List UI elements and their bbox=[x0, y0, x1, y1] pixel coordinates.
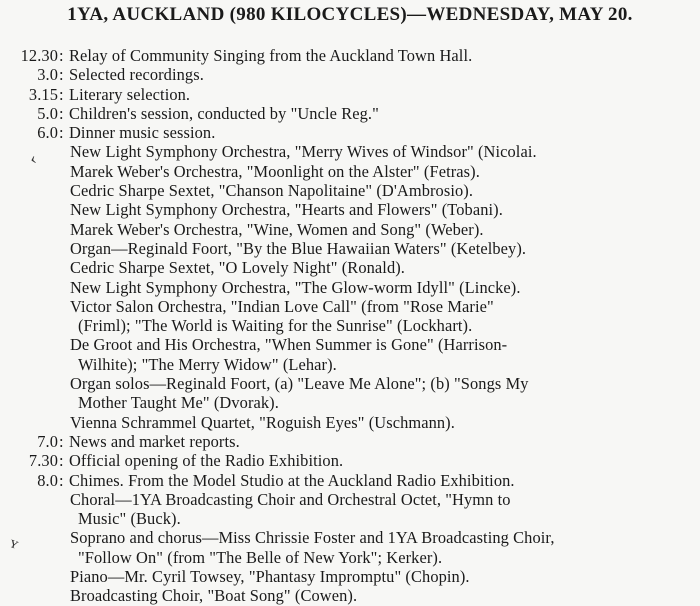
programme-entry bbox=[4, 123, 694, 142]
programme-entry-continuation bbox=[4, 335, 694, 354]
programme-entry bbox=[4, 85, 694, 104]
entry-text: Organ—Reginald Foort, "By the Blue Hawaiian Waters" (Ketelbey). bbox=[70, 238, 527, 258]
entry-text: Dinner music session. bbox=[69, 123, 216, 143]
entry-time: 12.30 bbox=[20, 46, 58, 65]
programme-entry-continuation bbox=[4, 278, 694, 297]
entry-text: Music" (Buck). bbox=[78, 509, 181, 529]
programme-entry-continuation bbox=[4, 258, 694, 277]
programme-entry-continuation bbox=[4, 586, 694, 605]
entry-text: Wilhite); "The Merry Widow" (Lehar). bbox=[78, 354, 337, 374]
programme-list bbox=[4, 46, 694, 606]
programme-entry-continuation bbox=[4, 316, 694, 335]
programme-entry-continuation bbox=[4, 142, 694, 161]
margin-pencil-mark: ʏ bbox=[7, 534, 21, 553]
entry-text: Cedric Sharpe Sextet, "O Lovely Night" (Ronald). bbox=[70, 258, 405, 278]
entry-text: New Light Symphony Orchestra, "The Glow-worm Idyll" (Lincke). bbox=[70, 277, 521, 297]
programme-entry-continuation bbox=[4, 181, 694, 200]
entry-text: "Follow On" (from "The Belle of New York"; Kerker). bbox=[78, 547, 443, 567]
programme-entry bbox=[4, 471, 694, 490]
time-separator: : bbox=[59, 65, 64, 85]
programme-entry-continuation bbox=[4, 220, 694, 239]
entry-text: Choral—1YA Broadcasting Choir and Orchestral Octet, "Hymn to bbox=[70, 489, 511, 509]
programme-entry bbox=[4, 432, 694, 451]
time-separator: : bbox=[59, 123, 64, 143]
time-separator: : bbox=[59, 451, 64, 471]
programme-entry-continuation bbox=[4, 162, 694, 181]
time-separator: : bbox=[59, 470, 64, 490]
entry-time: 6.0 bbox=[37, 123, 58, 143]
entry-time: 7.30 bbox=[28, 451, 58, 471]
programme-entry-continuation bbox=[4, 528, 694, 547]
entry-text: New Light Symphony Orchestra, "Hearts and Flowers" (Tobani). bbox=[70, 200, 503, 220]
entry-text: Selected recordings. bbox=[69, 65, 204, 85]
entry-text: Cedric Sharpe Sextet, "Chanson Napolitaine" (D'Ambrosio). bbox=[70, 181, 474, 201]
entry-text: De Groot and His Orchestra, "When Summer is Gone" (Harrison- bbox=[70, 335, 508, 355]
entry-text: (Friml); "The World is Waiting for the Sunrise" (Lockhart). bbox=[78, 316, 473, 336]
entry-time: 8.0 bbox=[37, 470, 58, 490]
programme-entry bbox=[4, 104, 694, 123]
programme-entry bbox=[4, 65, 694, 84]
entry-text: Chimes. From the Model Studio at the Auckland Radio Exhibition. bbox=[69, 470, 515, 490]
programme-entry-continuation bbox=[4, 548, 694, 567]
programme-entry-continuation bbox=[4, 509, 694, 528]
programme-entry-continuation bbox=[4, 200, 694, 219]
programme-entry bbox=[4, 46, 694, 65]
entry-text: New Light Symphony Orchestra, "Merry Wives of Windsor" (Nicolai. bbox=[70, 142, 537, 162]
margin-pencil-mark: ‹ bbox=[27, 147, 39, 169]
programme-entry-continuation bbox=[4, 567, 694, 586]
programme-entry-continuation bbox=[4, 374, 694, 393]
entry-text: Soprano and chorus—Miss Chrissie Foster and 1YA Broadcasting Choir, bbox=[70, 528, 555, 548]
programme-entry-continuation bbox=[4, 413, 694, 432]
programme-entry-continuation bbox=[4, 490, 694, 509]
entry-text: Mother Taught Me" (Dvorak). bbox=[78, 393, 279, 413]
entry-text: Broadcasting Choir, "Boat Song" (Cowen). bbox=[70, 586, 358, 606]
time-separator: : bbox=[59, 46, 64, 65]
entry-time: 3.0 bbox=[37, 65, 58, 85]
entry-time: 7.0 bbox=[37, 431, 58, 451]
entry-text: Marek Weber's Orchestra, "Moonlight on the Alster" (Fetras). bbox=[70, 161, 480, 181]
programme-entry-continuation bbox=[4, 355, 694, 374]
entry-time: 3.15 bbox=[28, 84, 58, 104]
entry-text: Official opening of the Radio Exhibition. bbox=[69, 451, 344, 471]
entry-text: Literary selection. bbox=[69, 84, 191, 104]
entry-text: Organ solos—Reginald Foort, (a) "Leave Me Alone"; (b) "Songs My bbox=[70, 374, 529, 394]
programme-entry-continuation bbox=[4, 297, 694, 316]
entry-text: Victor Salon Orchestra, "Indian Love Call" (from "Rose Marie" bbox=[70, 296, 494, 316]
station-heading: 1YA, AUCKLAND (980 KILOCYCLES)—WEDNESDAY, MAY 20. bbox=[67, 4, 633, 25]
programme-entry bbox=[4, 451, 694, 470]
time-separator: : bbox=[59, 103, 64, 123]
entry-text: Vienna Schrammel Quartet, "Roguish Eyes" (Uschmann). bbox=[70, 412, 455, 432]
time-separator: : bbox=[59, 84, 64, 104]
entry-text: Children's session, conducted by "Uncle Reg." bbox=[69, 103, 379, 123]
entry-text: News and market reports. bbox=[69, 431, 240, 451]
entry-time: 5.0 bbox=[37, 103, 58, 123]
time-separator: : bbox=[59, 431, 64, 451]
programme-entry-continuation bbox=[4, 393, 694, 412]
programme-entry-continuation bbox=[4, 239, 694, 258]
entry-text: Piano—Mr. Cyril Towsey, "Phantasy Impromptu" (Chopin). bbox=[70, 567, 470, 587]
entry-text: Relay of Community Singing from the Auckland Town Hall. bbox=[69, 46, 473, 65]
entry-text: Marek Weber's Orchestra, "Wine, Women and Song" (Weber). bbox=[70, 219, 484, 239]
